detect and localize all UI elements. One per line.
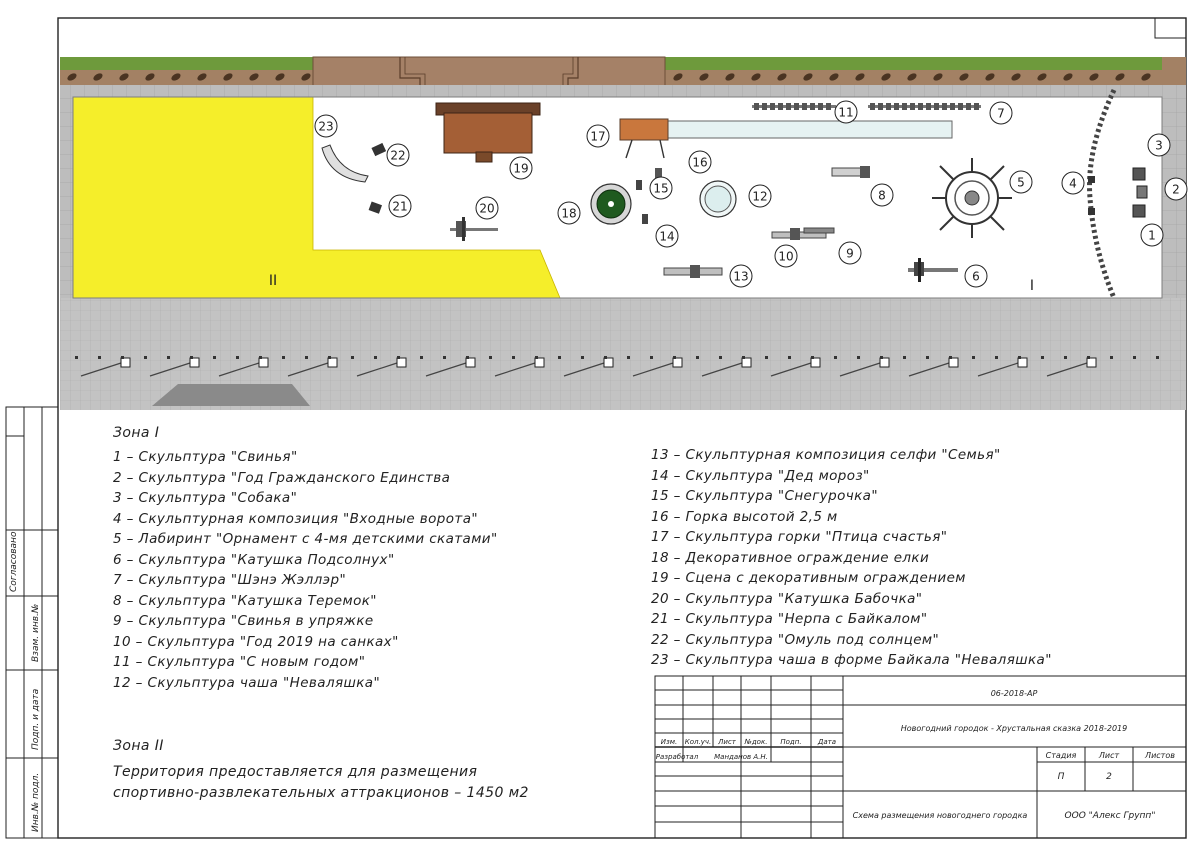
col-koluch: Кол.уч.	[684, 738, 712, 746]
project-title: Новогодний городок - Хрустальная сказка 2018-2019	[900, 724, 1128, 733]
marker-label: 5	[1017, 175, 1025, 190]
marker-7	[990, 102, 1012, 124]
marker-12	[749, 185, 771, 207]
legend-item: 11 – Скульптура "С новым годом"	[113, 654, 366, 670]
sculpture-9	[804, 228, 834, 233]
legend-item: 19 – Сцена с декоративным ограждением	[651, 570, 966, 586]
marker-label: 10	[778, 249, 794, 264]
sculpture-12-inner	[705, 186, 731, 212]
marker-label: 4	[1069, 176, 1077, 191]
legend-item: 21 – Скульптура "Нерпа с Байкалом"	[651, 611, 928, 627]
marker-14	[656, 225, 678, 247]
stamp-inv-replaced: Взам. инв.№	[31, 603, 41, 662]
marker-11	[835, 101, 857, 123]
legend-item: 7 – Скульптура "Шэнэ Жэллэр"	[113, 572, 347, 588]
marker-label: 2	[1172, 182, 1180, 197]
marker-label: 1	[1148, 228, 1156, 243]
marker-label: 17	[590, 129, 606, 144]
legend-item: 22 – Скульптура "Омуль под солнцем"	[651, 631, 940, 648]
legend-item: 6 – Скульптура "Катушка Подсолнух"	[113, 551, 395, 568]
marker-20	[476, 197, 498, 219]
col-data: Дата	[817, 738, 837, 746]
marker-22	[387, 144, 409, 166]
gate-post-upper	[1088, 176, 1095, 183]
legend-item: 5 – Лабиринт "Орнамент с 4-мя детскими скатами"	[113, 531, 498, 547]
legend-zone2-line1: Территория предоставляется для размещения	[113, 764, 478, 780]
marker-label: 23	[318, 119, 334, 134]
stage-19-steps	[476, 152, 492, 162]
legend-item: 12 – Скульптура чаша "Неваляшка"	[113, 674, 381, 691]
col-ndok: №док.	[744, 738, 768, 746]
legend-item: 18 – Декоративное ограждение елки	[651, 549, 930, 566]
title-block-text	[656, 689, 1175, 821]
col-izm: Изм.	[660, 738, 678, 746]
marker-label: 8	[878, 188, 886, 203]
slide-17	[620, 121, 952, 138]
marker-label: 16	[692, 155, 708, 170]
legend-zone2	[113, 738, 533, 804]
marker-10	[775, 245, 797, 267]
marker-2	[1165, 178, 1187, 200]
legend-item: 3 – Скульптура "Собака"	[113, 490, 298, 506]
col-list: Лист	[718, 738, 736, 746]
legend-item: 8 – Скульптура "Катушка Теремок"	[113, 592, 377, 609]
stage-label: Стадия	[1045, 751, 1077, 760]
marker-1	[1141, 224, 1163, 246]
marker-label: 14	[659, 229, 675, 244]
legend-item: 17 – Скульптура горки "Птица счастья"	[651, 529, 948, 545]
marker-16	[689, 151, 711, 173]
marker-9	[839, 242, 861, 264]
marker-18	[558, 202, 580, 224]
role-developer: Разработал	[655, 753, 699, 761]
side-stamp	[6, 407, 58, 838]
col-podp: Подп.	[780, 738, 802, 746]
legend-item: 13 – Скульптурная композиция селфи "Семья"	[651, 447, 1001, 463]
marker-label: 6	[972, 269, 980, 284]
stamp-inv-orig: Инв.№ подл.	[31, 772, 41, 832]
tree-18-top	[608, 201, 614, 207]
legend-item: 10 – Скульптура "Год 2019 на санках"	[113, 633, 399, 650]
marker-5	[1010, 171, 1032, 193]
marker-label: 20	[479, 201, 495, 216]
site-plan	[60, 57, 1187, 410]
marker-8	[871, 184, 893, 206]
sheet-value: 2	[1106, 772, 1112, 782]
legend-col2-items	[651, 445, 1052, 671]
marker-15	[650, 177, 672, 199]
sculpture-2	[1137, 186, 1147, 198]
sheet-label: Лист	[1098, 751, 1120, 760]
gate-post-lower	[1088, 208, 1095, 215]
marker-label: 13	[733, 269, 749, 284]
frame-notch	[1155, 18, 1186, 38]
legend-item: 20 – Скульптура "Катушка Бабочка"	[651, 590, 923, 607]
stage-19-body	[444, 113, 532, 153]
marker-label: 18	[561, 206, 577, 221]
marker-3	[1148, 134, 1170, 156]
legend-zone2-desc	[113, 762, 533, 804]
legend-item: 1 – Скульптура "Свинья"	[113, 449, 298, 465]
stamp-agreed: Согласовано	[9, 531, 19, 592]
sheet-title: Схема размещения новогоднего городка	[852, 811, 1028, 820]
marker-label: 12	[752, 189, 768, 204]
sculpture-1	[1133, 205, 1145, 217]
marker-label: 21	[392, 199, 408, 214]
sculpture-3	[1133, 168, 1145, 180]
legend-col2	[651, 445, 1052, 671]
company-name: ООО "Алекс Групп"	[1064, 811, 1156, 821]
marker-21	[389, 195, 411, 217]
legend-item: 16 – Горка высотой 2,5 м	[651, 508, 838, 525]
legend-col1	[113, 447, 498, 693]
zone1-mark: I	[1029, 278, 1035, 294]
marker-label: 7	[997, 106, 1005, 121]
legend-item: 23 – Скульптура чаша в форме Байкала "Неваляшка"	[651, 652, 1052, 668]
labyrinth-5	[932, 158, 1012, 238]
sculpture-16	[655, 168, 662, 178]
legend-zone1-title: Зона I	[113, 425, 160, 441]
sculpture-15	[636, 180, 642, 190]
slide-17-head	[620, 119, 668, 140]
developer-name: Манданов А.Н.	[714, 753, 768, 761]
marker-label: 19	[513, 161, 529, 176]
marker-label: 15	[653, 181, 669, 196]
sculpture-8	[832, 166, 870, 178]
marker-19	[510, 157, 532, 179]
driveway	[152, 384, 310, 406]
zone2-mark: II	[268, 273, 278, 289]
legend-item: 14 – Скульптура "Дед мороз"	[651, 467, 870, 484]
marker-6	[965, 265, 987, 287]
legend-item: 4 – Скульптурная композиция "Входные ворота"	[113, 510, 478, 527]
stage-value: П	[1057, 772, 1065, 782]
marker-label: 9	[846, 246, 854, 261]
marker-17	[587, 125, 609, 147]
sculpture-14	[642, 214, 648, 224]
legend-item: 9 – Скульптура "Свинья в упряжке	[113, 613, 374, 629]
legend-zone1	[113, 425, 498, 693]
marker-13	[730, 265, 752, 287]
marker-label: 3	[1155, 138, 1163, 153]
stamp-sign-date: Подп. и дата	[31, 688, 41, 750]
marker-label: 11	[838, 105, 854, 120]
legend-item: 2 – Скульптура "Год Гражданского Единства	[113, 469, 451, 486]
sheets-label: Листов	[1145, 751, 1175, 760]
marker-label: 22	[390, 148, 406, 163]
marker-23	[315, 115, 337, 137]
doc-code: 06-2018-АР	[990, 689, 1038, 698]
legend-item: 15 – Скульптура "Снегурочка"	[651, 488, 878, 504]
marker-4	[1062, 172, 1084, 194]
legend-zone2-title: Зона II	[113, 738, 164, 754]
legend-zone2-line2: спортивно-развлекательных аттракционов – 1450 м2	[113, 785, 529, 801]
